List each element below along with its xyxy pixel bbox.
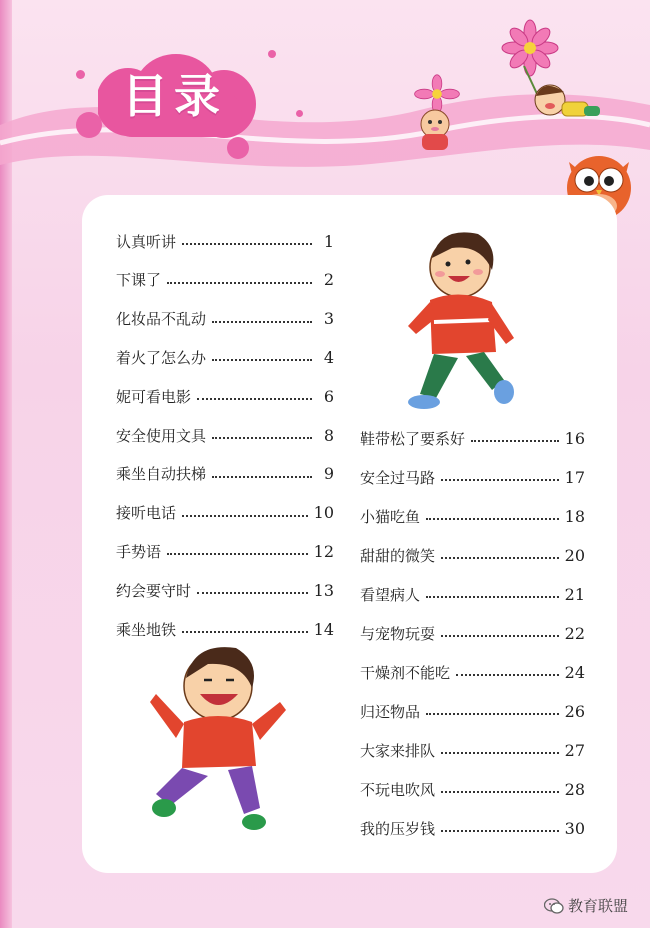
toc-leader-dots — [212, 321, 312, 323]
toc-leader-dots — [197, 398, 312, 400]
toc-entry-title: 乘坐地铁 — [116, 620, 177, 639]
toc-entry-page: 14 — [313, 619, 334, 639]
girl-icon — [514, 66, 604, 136]
toc-entry-title: 安全过马路 — [360, 468, 436, 487]
toc-entry[interactable] — [360, 544, 585, 566]
pink-dot — [296, 110, 303, 117]
toc-entry-title: 乘坐自动扶梯 — [116, 465, 207, 484]
toc-entry[interactable] — [116, 346, 334, 368]
toc-entry[interactable] — [360, 778, 585, 800]
toc-entry-page: 17 — [564, 467, 585, 487]
toc-entry-title: 安全使用文具 — [116, 426, 207, 445]
toc-entry-page: 2 — [323, 270, 334, 290]
toc-entry-page: 13 — [313, 580, 334, 600]
toc-entry-page: 9 — [323, 464, 334, 484]
toc-entry-page: 12 — [313, 541, 334, 561]
toc-entry-page: 8 — [323, 425, 334, 445]
toc-entry-title: 归还物品 — [360, 702, 421, 721]
toc-entry-page: 28 — [564, 779, 585, 799]
toc-entry-page: 30 — [564, 818, 585, 838]
watermark-text: 教育联盟 — [567, 897, 628, 915]
toc-entry-page: 26 — [564, 701, 585, 721]
toc-entry-page: 20 — [564, 545, 585, 565]
toc-leader-dots — [182, 515, 308, 517]
toc-leader-dots — [182, 631, 308, 633]
watermark — [544, 895, 628, 916]
toc-leader-dots — [182, 243, 312, 245]
toc-entry[interactable] — [360, 427, 585, 449]
toc-entry[interactable] — [116, 463, 334, 485]
toc-entry-title: 与宠物玩耍 — [360, 624, 436, 643]
toc-entry-title: 大家来排队 — [360, 741, 436, 760]
toc-leader-dots — [426, 596, 559, 598]
toc-entry-title: 干燥剂不能吃 — [360, 663, 451, 682]
toc-leader-dots — [471, 440, 559, 442]
toc-leader-dots — [426, 518, 559, 520]
pink-dot — [227, 137, 249, 159]
toc-entry-title: 看望病人 — [360, 585, 421, 604]
toc-entry-page: 24 — [564, 662, 585, 682]
toc-entry[interactable] — [360, 700, 585, 722]
toc-entry[interactable] — [360, 466, 585, 488]
pink-dot — [268, 50, 276, 58]
toc-leader-dots — [212, 437, 312, 439]
toc-leader-dots — [441, 752, 559, 754]
boy-illustration — [400, 222, 530, 422]
toc-entry[interactable] — [360, 739, 585, 761]
pink-dot — [76, 112, 102, 138]
toc-entry-title: 妮可看电影 — [116, 387, 192, 406]
toc-entry-title: 鞋带松了要系好 — [360, 429, 466, 448]
toc-leader-dots — [167, 282, 312, 284]
toc-entry-title: 接听电话 — [116, 504, 177, 523]
toc-entry[interactable] — [116, 308, 334, 330]
toc-leader-dots — [212, 359, 312, 361]
toc-entry-page: 1 — [323, 231, 334, 251]
toc-entry[interactable] — [360, 661, 585, 683]
toc-entry[interactable] — [360, 622, 585, 644]
toc-entry[interactable] — [116, 230, 334, 252]
toc-entry[interactable] — [116, 269, 334, 291]
toc-entry[interactable] — [116, 579, 334, 601]
toc-leader-dots — [426, 713, 559, 715]
toc-entry[interactable] — [116, 502, 334, 524]
toc-entry[interactable] — [116, 385, 334, 407]
toc-entry-title: 甜甜的微笑 — [360, 546, 436, 565]
toc-entry[interactable] — [116, 618, 334, 640]
toc-leader-dots — [441, 479, 559, 481]
toc-entry[interactable] — [116, 424, 334, 446]
toc-entry-page: 21 — [564, 584, 585, 604]
toc-entry-title: 着火了怎么办 — [116, 348, 207, 367]
pink-dot — [76, 70, 85, 79]
boy-illustration — [148, 636, 288, 836]
toc-entry-page: 4 — [323, 347, 334, 367]
toc-entry-page: 3 — [323, 309, 334, 329]
toc-entry-title: 化妆品不乱动 — [116, 310, 207, 329]
toc-entry-page: 18 — [564, 506, 585, 526]
pig-icon — [414, 104, 456, 154]
toc-leader-dots — [197, 592, 308, 594]
toc-leader-dots — [441, 635, 559, 637]
toc-entry-page: 16 — [564, 428, 585, 448]
toc-leader-dots — [167, 553, 308, 555]
toc-entry-page: 27 — [564, 740, 585, 760]
toc-entry[interactable] — [116, 540, 334, 562]
toc-entry-page: 10 — [313, 503, 334, 523]
toc-leader-dots — [441, 557, 559, 559]
toc-entry-page: 6 — [323, 386, 334, 406]
toc-entry[interactable] — [360, 505, 585, 527]
toc-entry-page: 22 — [564, 623, 585, 643]
toc-leader-dots — [456, 674, 559, 676]
toc-entry-title: 我的压岁钱 — [360, 819, 436, 838]
toc-entry-title: 手势语 — [116, 542, 162, 561]
toc-entry[interactable] — [360, 817, 585, 839]
toc-leader-dots — [441, 791, 559, 793]
toc-entry-title: 约会要守时 — [116, 581, 192, 600]
toc-entry-title: 不玩电吹风 — [360, 780, 436, 799]
toc-entry-title: 下课了 — [116, 271, 162, 290]
toc-entry-title: 认真听讲 — [116, 232, 177, 251]
toc-entry-title: 小猫吃鱼 — [360, 507, 421, 526]
toc-leader-dots — [441, 830, 559, 832]
wechat-icon — [544, 898, 564, 914]
toc-leader-dots — [212, 476, 312, 478]
toc-entry[interactable] — [360, 583, 585, 605]
page-title: 目录 — [122, 69, 226, 123]
